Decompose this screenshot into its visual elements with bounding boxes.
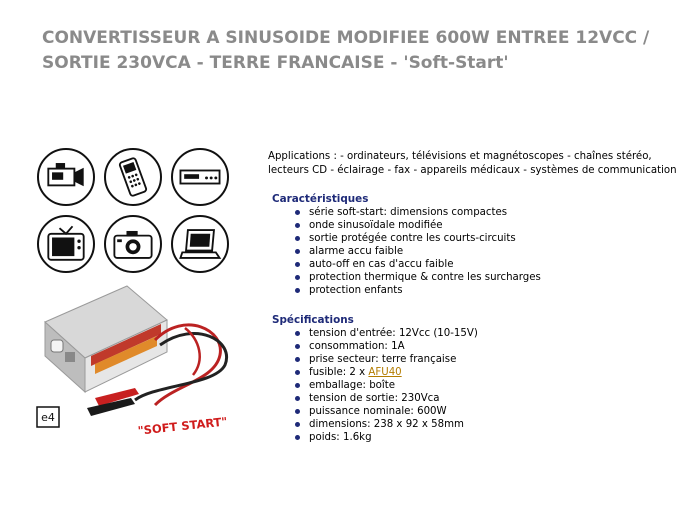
list-item: consommation: 1A [292,340,478,353]
vcr-icon [171,148,229,206]
applications-text: Applications : - ordinateurs, télévisions et magnétoscopes - chaînes stéréo, lecteurs CD - éclairage - fax - appareils médicaux - systèmes de communication [268,151,677,176]
list-item: tension de sortie: 230Vca [292,392,478,405]
list-item: protection enfants [292,284,541,297]
list-item: sortie protégée contre les courts-circuits [292,232,541,245]
product-image [35,280,255,440]
specs-heading: Spécifications [272,314,354,326]
list-item: alarme accu faible [292,245,541,258]
list-item: série soft-start: dimensions compactes [292,206,541,219]
list-item: auto-off en cas d'accu faible [292,258,541,271]
list-item: dimensions: 238 x 92 x 58mm [292,418,478,431]
list-item: emballage: boîte [292,379,478,392]
laptop-icon [171,215,229,273]
list-item: protection thermique & contre les surcharges [292,271,541,284]
features-heading: Caractéristiques [272,193,369,205]
afu40-link[interactable]: AFU40 [368,367,402,378]
soft-start-label: "SOFT START" [137,414,229,438]
camera-icon [104,215,162,273]
features-list [292,206,541,297]
tv-icon [37,215,95,273]
list-item-fuse [292,366,478,379]
list-item: tension d'entrée: 12Vcc (10-15V) [292,327,478,340]
specs-list [292,327,478,444]
camcorder-icon [37,148,95,206]
page-title: CONVERTISSEUR A SINUSOIDE MODIFIEE 600W ENTREE 12VCC / SORTIE 230VCA - TERRE FRANCAISE - 'Soft-Start' [42,28,650,73]
list-item: poids: 1.6kg [292,431,478,444]
list-item: onde sinusoïdale modifiée [292,219,541,232]
mobile-phone-icon [104,148,162,206]
fuse-label: fusible: 2 x [309,367,369,378]
e4-badge: e4 [41,411,55,424]
list-item: prise secteur: terre française [292,353,478,366]
list-item: puissance nominale: 600W [292,405,478,418]
application-icons [37,148,247,278]
